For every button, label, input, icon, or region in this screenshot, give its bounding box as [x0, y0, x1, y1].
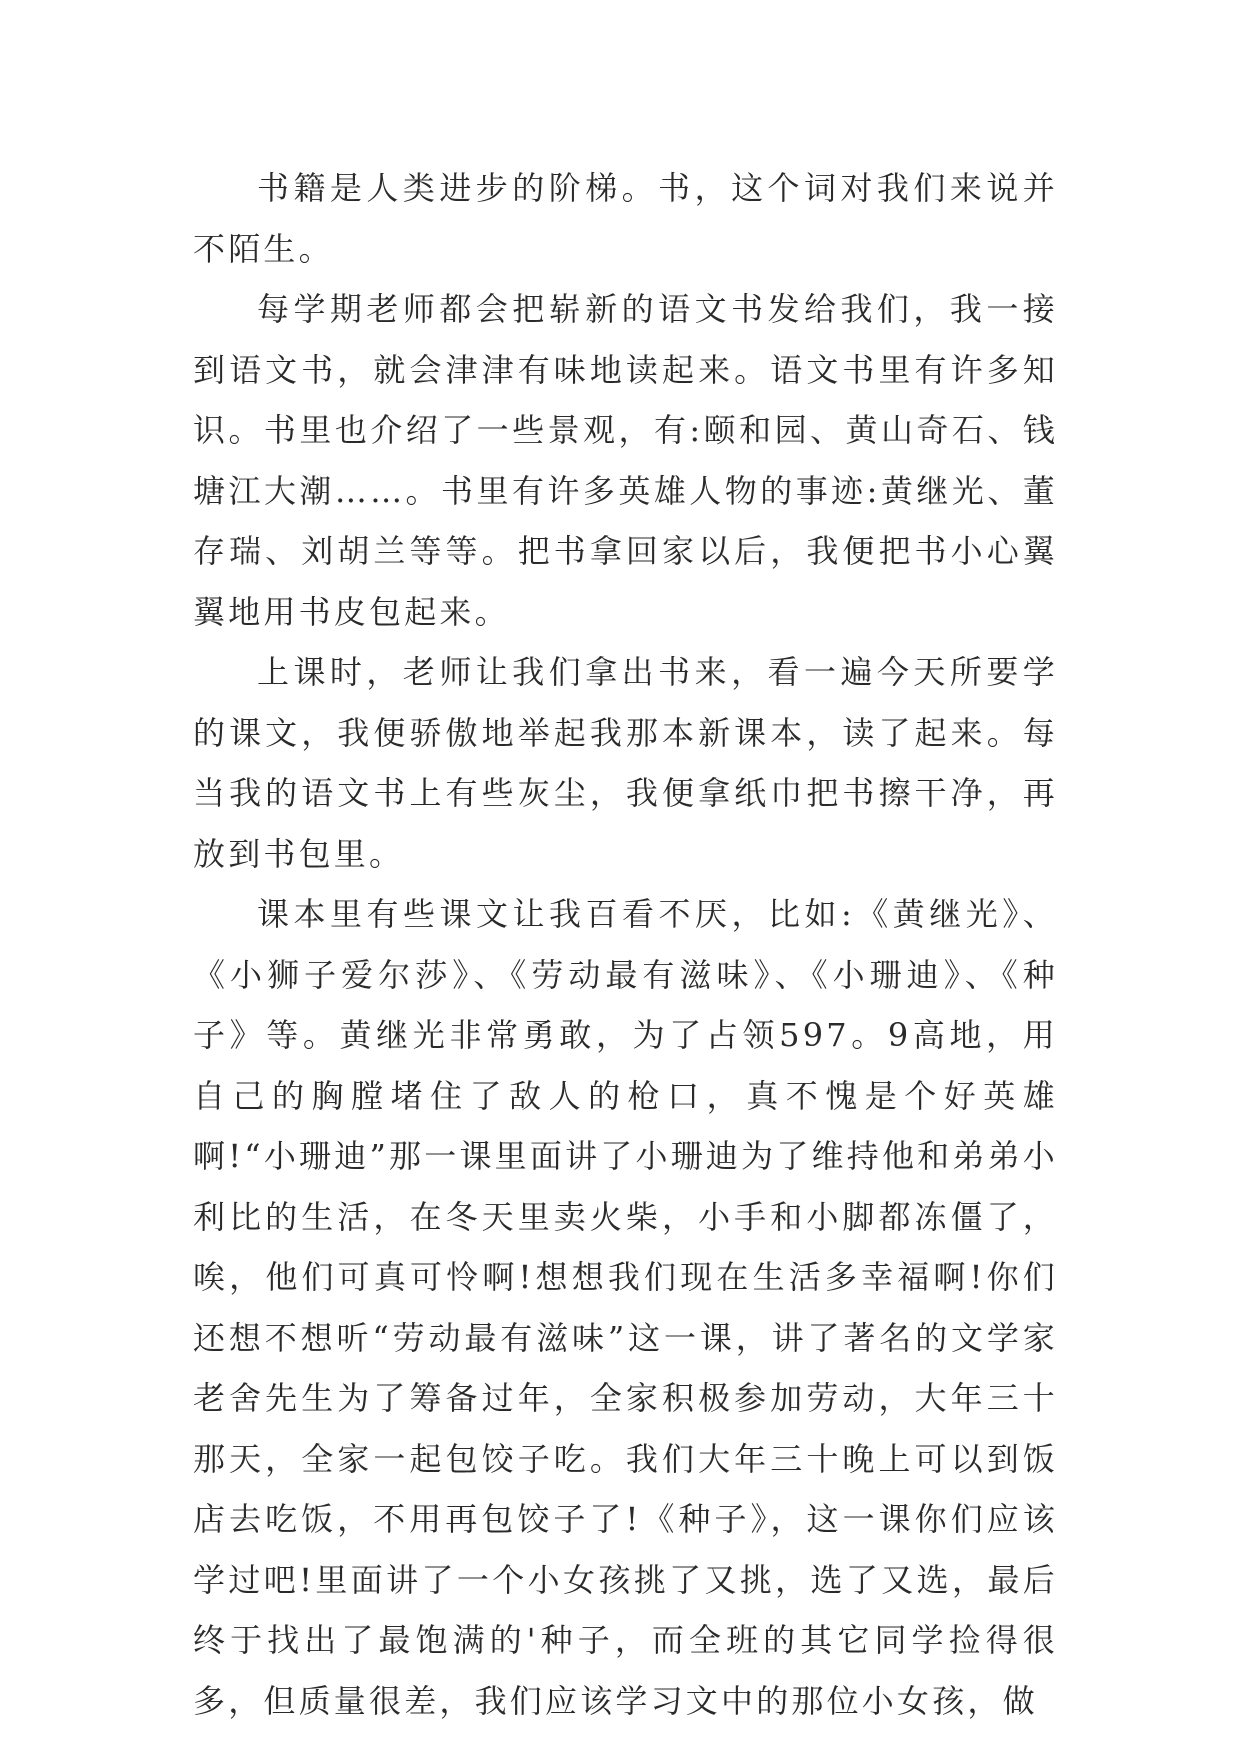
paragraph-2: 每学期老师都会把崭新的语文书发给我们，我一接到语文书，就会津津有味地读起来。语文书里有许多知识。书里也介绍了一些景观，有:颐和园、黄山奇石、钱塘江大潮……。书里有许多英雄人物的事迹:黄继光、董存瑞、刘胡兰等等。把书拿回家以后，我便把书小心翼翼地用书皮包起来。 [193, 290, 1058, 631]
paragraph-1: 书籍是人类进步的阶梯。书，这个词对我们来说并不陌生。 [193, 169, 1058, 268]
document-body [193, 158, 1058, 1731]
paragraph-3: 上课时，老师让我们拿出书来，看一遍今天所要学的课文，我便骄傲地举起我那本新课本，读了起来。每当我的语文书上有些灰尘，我便拿纸巾把书擦干净，再放到书包里。 [193, 653, 1058, 873]
paragraph-4: 课本里有些课文让我百看不厌，比如:《黄继光》、《小狮子爱尔莎》、《劳动最有滋味》、《小珊迪》、《种子》等。黄继光非常勇敢，为了占领597。9高地，用自己的胸膛堵住了敌人的枪口，真不愧是个好英雄啊!“小珊迪”那一课里面讲了小珊迪为了维持他和弟弟小利比的生活，在冬天里卖火柴，小手和小脚都冻僵了，唉，他们可真可怜啊!想想我们现在生活多幸福啊!你们还想不想听“劳动最有滋味”这一课，讲了著名的文学家老舍先生为了筹备过年，全家积极参加劳动，大年三十那天，全家一起包饺子吃。我们大年三十晚上可以到饭店去吃饭，不用再包饺子了!《种子》，这一课你们应该学过吧!里面讲了一个小女孩挑了又挑，选了又选，最后终于找出了最饱满的'种子，而全班的其它同学捡得很多，但质量很差，我们应该学习文中的那位小女孩，做 [193, 895, 1058, 1720]
